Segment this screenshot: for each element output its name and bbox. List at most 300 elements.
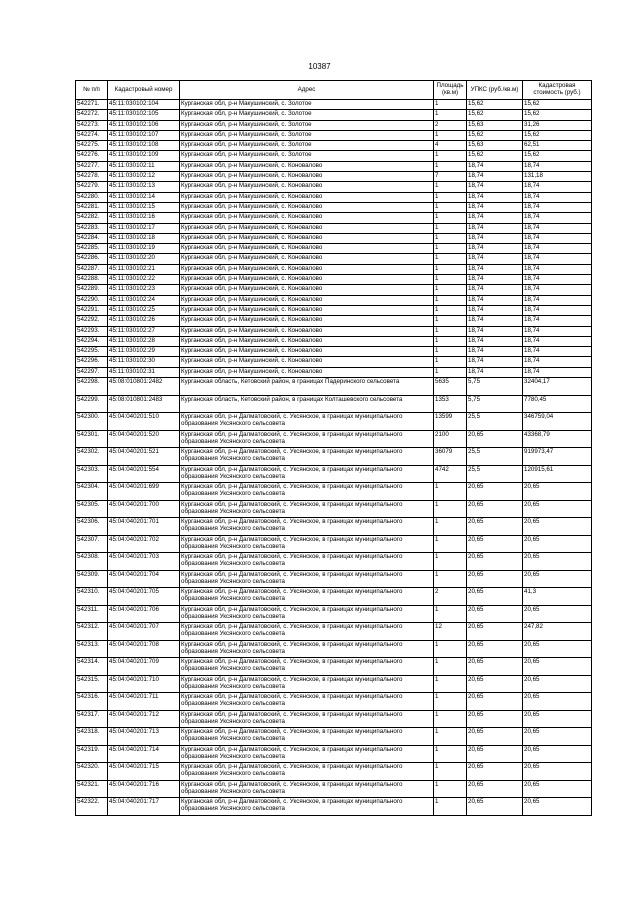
table-row bbox=[76, 120, 592, 130]
cell-area: 1 bbox=[434, 192, 467, 202]
table-row bbox=[76, 182, 592, 192]
cell-area: 1 bbox=[434, 570, 467, 588]
cell-cadastral-value: 15,62 bbox=[523, 100, 592, 110]
cell-area: 5635 bbox=[434, 378, 467, 396]
cell-cadastral-value: 18,74 bbox=[523, 326, 592, 336]
table-row bbox=[76, 413, 592, 431]
cell-cadastral-number: 45:11:030102:106 bbox=[108, 120, 180, 130]
table-row bbox=[76, 623, 592, 641]
cell-upks: 18,74 bbox=[467, 172, 523, 182]
cell-cadastral-value: 919973,47 bbox=[523, 448, 592, 466]
cell-cadastral-value: 20,65 bbox=[523, 605, 592, 623]
cell-address: Курганская обл, р-н Макушинский, с. Коновалово bbox=[180, 233, 434, 243]
table-row bbox=[76, 745, 592, 763]
cell-address: Курганская обл, р-н Далматовский, с. Уксянское, в границах муниципального образования Уксянского сельсовета bbox=[180, 675, 434, 693]
cell-upks: 20,65 bbox=[467, 710, 523, 728]
cell-area: 1 bbox=[434, 110, 467, 120]
cell-address: Курганская обл, р-н Макушинский, с. Коновалово bbox=[180, 326, 434, 336]
cell-address: Курганская обл, р-н Далматовский, с. Уксянское, в границах муниципального образования Уксянского сельсовета bbox=[180, 763, 434, 781]
cell-upks: 15,62 bbox=[467, 151, 523, 161]
cell-upks: 20,65 bbox=[467, 780, 523, 798]
cell-area: 36079 bbox=[434, 448, 467, 466]
cell-cadastral-number: 45:04:040201:701 bbox=[108, 518, 180, 536]
cell-row-number: 542285. bbox=[76, 244, 108, 254]
cell-cadastral-value: 20,65 bbox=[523, 535, 592, 553]
table-header-row bbox=[76, 81, 592, 100]
header-upks: УПКС (руб./кв.м) bbox=[467, 81, 523, 100]
cell-cadastral-value: 62,51 bbox=[523, 141, 592, 151]
cell-cadastral-value: 20,65 bbox=[523, 693, 592, 711]
table-row bbox=[76, 378, 592, 396]
header-cadastral-value: Кадастровая стоимость (руб.) bbox=[523, 81, 592, 100]
cell-address: Курганская обл, р-н Далматовский, с. Уксянское, в границах муниципального образования Уксянского сельсовета bbox=[180, 710, 434, 728]
cell-cadastral-number: 45:04:040201:702 bbox=[108, 535, 180, 553]
cell-area: 13599 bbox=[434, 413, 467, 431]
cell-row-number: 542308. bbox=[76, 553, 108, 571]
cell-row-number: 542302. bbox=[76, 448, 108, 466]
cell-cadastral-number: 45:04:040201:699 bbox=[108, 483, 180, 501]
cell-cadastral-value: 18,74 bbox=[523, 316, 592, 326]
cell-cadastral-number: 45:11:030102:20 bbox=[108, 254, 180, 264]
cell-area: 1 bbox=[434, 535, 467, 553]
cell-upks: 20,65 bbox=[467, 483, 523, 501]
cell-cadastral-number: 45:11:030102:30 bbox=[108, 357, 180, 367]
table-row bbox=[76, 357, 592, 367]
cell-area: 1 bbox=[434, 223, 467, 233]
cell-upks: 18,74 bbox=[467, 367, 523, 377]
cell-cadastral-value: 20,65 bbox=[523, 710, 592, 728]
cell-upks: 18,74 bbox=[467, 254, 523, 264]
cell-address: Курганская область, Кетовский район, в границах Падеринского сельсовета bbox=[180, 378, 434, 396]
table-row bbox=[76, 254, 592, 264]
table-row bbox=[76, 326, 592, 336]
cell-row-number: 542282. bbox=[76, 213, 108, 223]
table-row bbox=[76, 347, 592, 357]
cell-address: Курганская обл, р-н Далматовский, с. Уксянское, в границах муниципального образования Уксянского сельсовета bbox=[180, 483, 434, 501]
cell-upks: 18,74 bbox=[467, 244, 523, 254]
table-row bbox=[76, 570, 592, 588]
cell-address: Курганская обл, р-н Макушинский, с. Коновалово bbox=[180, 347, 434, 357]
cell-upks: 20,65 bbox=[467, 640, 523, 658]
table-row bbox=[76, 213, 592, 223]
cell-row-number: 542279. bbox=[76, 182, 108, 192]
cell-upks: 15,62 bbox=[467, 100, 523, 110]
cell-address: Курганская обл, р-н Макушинский, с. Золотое bbox=[180, 100, 434, 110]
cell-row-number: 542312. bbox=[76, 623, 108, 641]
cell-address: Курганская обл, р-н Далматовский, с. Уксянское, в границах муниципального образования Уксянского сельсовета bbox=[180, 693, 434, 711]
table-row bbox=[76, 192, 592, 202]
cell-cadastral-number: 45:11:030102:26 bbox=[108, 316, 180, 326]
cell-cadastral-value: 18,74 bbox=[523, 357, 592, 367]
cell-cadastral-number: 45:04:040201:520 bbox=[108, 430, 180, 448]
cell-address: Курганская обл, р-н Далматовский, с. Уксянское, в границах муниципального образования Уксянского сельсовета bbox=[180, 745, 434, 763]
header-cadastral-number: Кадастровый номер bbox=[108, 81, 180, 100]
cell-row-number: 542294. bbox=[76, 336, 108, 346]
cell-address: Курганская обл, р-н Далматовский, с. Уксянское, в границах муниципального образования Уксянского сельсовета bbox=[180, 728, 434, 746]
cell-row-number: 542321. bbox=[76, 780, 108, 798]
cell-cadastral-value: 20,65 bbox=[523, 570, 592, 588]
table-row bbox=[76, 110, 592, 120]
cell-address: Курганская обл, р-н Макушинский, с. Золотое bbox=[180, 130, 434, 140]
cell-upks: 20,65 bbox=[467, 693, 523, 711]
cell-row-number: 542277. bbox=[76, 161, 108, 171]
cell-cadastral-number: 45:11:030102:108 bbox=[108, 141, 180, 151]
cell-area: 1 bbox=[434, 780, 467, 798]
cell-upks: 18,74 bbox=[467, 316, 523, 326]
cell-cadastral-number: 45:04:040201:700 bbox=[108, 500, 180, 518]
cell-cadastral-value: 7780,45 bbox=[523, 395, 592, 413]
cell-address: Курганская обл, р-н Макушинский, с. Коновалово bbox=[180, 244, 434, 254]
cell-address: Курганская обл, р-н Макушинский, с. Коновалово bbox=[180, 182, 434, 192]
cell-address: Курганская обл, р-н Макушинский, с. Коновалово bbox=[180, 357, 434, 367]
cell-cadastral-number: 45:04:040201:717 bbox=[108, 798, 180, 816]
cell-area: 1 bbox=[434, 326, 467, 336]
cell-area: 7 bbox=[434, 172, 467, 182]
cell-area: 1 bbox=[434, 295, 467, 305]
cell-cadastral-value: 15,62 bbox=[523, 151, 592, 161]
cell-address: Курганская обл, р-н Далматовский, с. Уксянское, в границах муниципального образования Уксянского сельсовета bbox=[180, 570, 434, 588]
cell-cadastral-value: 20,65 bbox=[523, 483, 592, 501]
cell-area: 1 bbox=[434, 675, 467, 693]
cell-cadastral-number: 45:04:040201:707 bbox=[108, 623, 180, 641]
cell-upks: 18,74 bbox=[467, 295, 523, 305]
cell-upks: 18,74 bbox=[467, 192, 523, 202]
table-row bbox=[76, 275, 592, 285]
cell-upks: 20,65 bbox=[467, 535, 523, 553]
cell-area: 1 bbox=[434, 316, 467, 326]
cell-row-number: 542288. bbox=[76, 275, 108, 285]
cell-cadastral-number: 45:04:040201:710 bbox=[108, 675, 180, 693]
cell-address: Курганская обл, р-н Макушинский, с. Коновалово bbox=[180, 161, 434, 171]
cell-cadastral-number: 45:11:030102:15 bbox=[108, 202, 180, 212]
table-row bbox=[76, 264, 592, 274]
cell-row-number: 542295. bbox=[76, 347, 108, 357]
table-row bbox=[76, 798, 592, 816]
cell-area: 1 bbox=[434, 336, 467, 346]
cell-address: Курганская обл, р-н Далматовский, с. Уксянское, в границах муниципального образования Уксянского сельсовета bbox=[180, 588, 434, 606]
cell-row-number: 542320. bbox=[76, 763, 108, 781]
cell-cadastral-number: 45:11:030102:18 bbox=[108, 233, 180, 243]
cell-row-number: 542309. bbox=[76, 570, 108, 588]
cell-area: 1 bbox=[434, 357, 467, 367]
cell-address: Курганская обл, р-н Макушинский, с. Коновалово bbox=[180, 316, 434, 326]
cell-row-number: 542289. bbox=[76, 285, 108, 295]
cell-cadastral-value: 20,65 bbox=[523, 500, 592, 518]
cell-cadastral-number: 45:04:040201:706 bbox=[108, 605, 180, 623]
cell-cadastral-value: 18,74 bbox=[523, 347, 592, 357]
cell-row-number: 542303. bbox=[76, 465, 108, 483]
cell-cadastral-number: 45:04:040201:713 bbox=[108, 728, 180, 746]
cell-upks: 18,74 bbox=[467, 305, 523, 315]
table-row bbox=[76, 693, 592, 711]
cell-area: 1 bbox=[434, 640, 467, 658]
cell-area: 1 bbox=[434, 244, 467, 254]
cell-address: Курганская обл, р-н Макушинский, с. Коновалово bbox=[180, 172, 434, 182]
cell-cadastral-value: 120915,61 bbox=[523, 465, 592, 483]
cell-area: 1353 bbox=[434, 395, 467, 413]
cell-upks: 15,62 bbox=[467, 110, 523, 120]
cell-row-number: 542281. bbox=[76, 202, 108, 212]
cell-area: 1 bbox=[434, 264, 467, 274]
table-row bbox=[76, 223, 592, 233]
cell-row-number: 542313. bbox=[76, 640, 108, 658]
cell-area: 2 bbox=[434, 120, 467, 130]
cell-area: 1 bbox=[434, 693, 467, 711]
cell-cadastral-number: 45:04:040201:521 bbox=[108, 448, 180, 466]
cell-cadastral-number: 45:11:030102:19 bbox=[108, 244, 180, 254]
cell-address: Курганская обл, р-н Далматовский, с. Уксянское, в границах муниципального образования Уксянского сельсовета bbox=[180, 413, 434, 431]
table-row bbox=[76, 141, 592, 151]
cell-upks: 18,74 bbox=[467, 275, 523, 285]
cell-area: 1 bbox=[434, 100, 467, 110]
table-row bbox=[76, 675, 592, 693]
cell-upks: 25,5 bbox=[467, 413, 523, 431]
cell-cadastral-number: 45:11:030102:31 bbox=[108, 367, 180, 377]
cell-area: 1 bbox=[434, 285, 467, 295]
cell-upks: 20,65 bbox=[467, 500, 523, 518]
cell-row-number: 542283. bbox=[76, 223, 108, 233]
cell-cadastral-value: 18,74 bbox=[523, 223, 592, 233]
cell-row-number: 542296. bbox=[76, 357, 108, 367]
cell-area: 1 bbox=[434, 745, 467, 763]
header-area: Площадь (кв.м) bbox=[434, 81, 467, 100]
cell-area: 4 bbox=[434, 141, 467, 151]
cell-cadastral-number: 45:04:040201:703 bbox=[108, 553, 180, 571]
cell-upks: 25,5 bbox=[467, 448, 523, 466]
cell-upks: 20,65 bbox=[467, 728, 523, 746]
cell-address: Курганская обл, р-н Далматовский, с. Уксянское, в границах муниципального образования Уксянского сельсовета bbox=[180, 535, 434, 553]
cell-cadastral-value: 346759,04 bbox=[523, 413, 592, 431]
table-row bbox=[76, 285, 592, 295]
cell-cadastral-value: 18,74 bbox=[523, 305, 592, 315]
cell-area: 1 bbox=[434, 763, 467, 781]
cell-address: Курганская обл, р-н Макушинский, с. Золотое bbox=[180, 120, 434, 130]
cell-cadastral-value: 18,74 bbox=[523, 213, 592, 223]
cell-row-number: 542276. bbox=[76, 151, 108, 161]
cell-address: Курганская обл, р-н Далматовский, с. Уксянское, в границах муниципального образования Уксянского сельсовета bbox=[180, 430, 434, 448]
table-row bbox=[76, 728, 592, 746]
table-row bbox=[76, 640, 592, 658]
cell-row-number: 542291. bbox=[76, 305, 108, 315]
cell-cadastral-value: 18,74 bbox=[523, 275, 592, 285]
cell-cadastral-value: 18,74 bbox=[523, 161, 592, 171]
cell-row-number: 542316. bbox=[76, 693, 108, 711]
table-row bbox=[76, 465, 592, 483]
cell-upks: 20,65 bbox=[467, 623, 523, 641]
cell-address: Курганская обл, р-н Макушинский, с. Коновалово bbox=[180, 305, 434, 315]
cell-area: 1 bbox=[434, 483, 467, 501]
cell-area: 1 bbox=[434, 275, 467, 285]
cell-upks: 18,74 bbox=[467, 182, 523, 192]
cell-cadastral-value: 20,65 bbox=[523, 658, 592, 676]
table-row bbox=[76, 658, 592, 676]
cell-address: Курганская обл, р-н Далматовский, с. Уксянское, в границах муниципального образования Уксянского сельсовета bbox=[180, 465, 434, 483]
cell-cadastral-number: 45:11:030102:25 bbox=[108, 305, 180, 315]
cell-upks: 18,74 bbox=[467, 357, 523, 367]
cell-cadastral-value: 131,18 bbox=[523, 172, 592, 182]
cell-upks: 20,65 bbox=[467, 430, 523, 448]
cell-cadastral-number: 45:04:040201:716 bbox=[108, 780, 180, 798]
table-row bbox=[76, 553, 592, 571]
cell-area: 1 bbox=[434, 254, 467, 264]
table-row bbox=[76, 295, 592, 305]
cell-area: 1 bbox=[434, 500, 467, 518]
cell-cadastral-value: 18,74 bbox=[523, 192, 592, 202]
cell-cadastral-number: 45:11:030102:23 bbox=[108, 285, 180, 295]
cell-cadastral-number: 45:11:030102:14 bbox=[108, 192, 180, 202]
cell-row-number: 542292. bbox=[76, 316, 108, 326]
cell-row-number: 542273. bbox=[76, 120, 108, 130]
cell-cadastral-number: 45:08:010801:2482 bbox=[108, 378, 180, 396]
cell-cadastral-number: 45:11:030102:28 bbox=[108, 336, 180, 346]
cell-area: 1 bbox=[434, 605, 467, 623]
cell-cadastral-value: 18,74 bbox=[523, 367, 592, 377]
cell-cadastral-value: 43368,79 bbox=[523, 430, 592, 448]
cell-area: 4742 bbox=[434, 465, 467, 483]
cell-cadastral-value: 20,65 bbox=[523, 798, 592, 816]
cell-cadastral-number: 45:04:040201:705 bbox=[108, 588, 180, 606]
cell-cadastral-number: 45:11:030102:27 bbox=[108, 326, 180, 336]
cell-cadastral-number: 45:11:030102:109 bbox=[108, 151, 180, 161]
cell-address: Курганская обл, р-н Макушинский, с. Коновалово bbox=[180, 202, 434, 212]
cell-area: 1 bbox=[434, 553, 467, 571]
cell-cadastral-value: 18,74 bbox=[523, 182, 592, 192]
cell-upks: 20,65 bbox=[467, 553, 523, 571]
cell-cadastral-value: 20,65 bbox=[523, 745, 592, 763]
cell-area: 2100 bbox=[434, 430, 467, 448]
cell-address: Курганская обл, р-н Макушинский, с. Коновалово bbox=[180, 223, 434, 233]
cell-address: Курганская обл, р-н Далматовский, с. Уксянское, в границах муниципального образования Уксянского сельсовета bbox=[180, 623, 434, 641]
cell-address: Курганская обл, р-н Далматовский, с. Уксянское, в границах муниципального образования Уксянского сельсовета bbox=[180, 605, 434, 623]
cell-address: Курганская обл, р-н Макушинский, с. Коновалово bbox=[180, 336, 434, 346]
cell-row-number: 542284. bbox=[76, 233, 108, 243]
table-row bbox=[76, 305, 592, 315]
header-num: № п/п bbox=[76, 81, 108, 100]
cell-cadastral-value: 18,74 bbox=[523, 233, 592, 243]
cell-cadastral-value: 20,65 bbox=[523, 640, 592, 658]
cell-area: 1 bbox=[434, 728, 467, 746]
table-row bbox=[76, 316, 592, 326]
cell-cadastral-number: 45:04:040201:715 bbox=[108, 763, 180, 781]
cell-row-number: 542275. bbox=[76, 141, 108, 151]
cell-upks: 18,74 bbox=[467, 336, 523, 346]
cell-upks: 18,74 bbox=[467, 347, 523, 357]
cell-upks: 20,65 bbox=[467, 798, 523, 816]
table-row bbox=[76, 395, 592, 413]
table-row bbox=[76, 763, 592, 781]
cell-upks: 18,74 bbox=[467, 223, 523, 233]
cell-address: Курганская обл, р-н Макушинский, с. Золотое bbox=[180, 151, 434, 161]
cell-cadastral-number: 45:11:030102:12 bbox=[108, 172, 180, 182]
cell-upks: 15,63 bbox=[467, 141, 523, 151]
cell-area: 12 bbox=[434, 623, 467, 641]
cell-cadastral-number: 45:11:030102:17 bbox=[108, 223, 180, 233]
cell-address: Курганская обл, р-н Макушинский, с. Коновалово bbox=[180, 213, 434, 223]
cell-area: 1 bbox=[434, 798, 467, 816]
cell-upks: 15,63 bbox=[467, 120, 523, 130]
cell-cadastral-number: 45:04:040201:510 bbox=[108, 413, 180, 431]
cell-cadastral-number: 45:11:030102:107 bbox=[108, 130, 180, 140]
cell-area: 1 bbox=[434, 518, 467, 536]
cell-row-number: 542299. bbox=[76, 395, 108, 413]
cell-cadastral-value: 20,65 bbox=[523, 728, 592, 746]
table-row bbox=[76, 336, 592, 346]
cell-row-number: 542293. bbox=[76, 326, 108, 336]
cell-area: 2 bbox=[434, 588, 467, 606]
cell-area: 1 bbox=[434, 367, 467, 377]
cell-area: 1 bbox=[434, 161, 467, 171]
cell-cadastral-value: 18,74 bbox=[523, 295, 592, 305]
cell-cadastral-number: 45:11:030102:21 bbox=[108, 264, 180, 274]
table-row bbox=[76, 500, 592, 518]
cell-cadastral-value: 32404,17 bbox=[523, 378, 592, 396]
cell-upks: 5,75 bbox=[467, 378, 523, 396]
cell-upks: 20,65 bbox=[467, 763, 523, 781]
table-row bbox=[76, 161, 592, 171]
table-row bbox=[76, 202, 592, 212]
cell-row-number: 542314. bbox=[76, 658, 108, 676]
table-row bbox=[76, 100, 592, 110]
table-row bbox=[76, 483, 592, 501]
cell-cadastral-number: 45:04:040201:711 bbox=[108, 693, 180, 711]
table-row bbox=[76, 430, 592, 448]
cell-cadastral-value: 15,62 bbox=[523, 110, 592, 120]
cell-row-number: 542290. bbox=[76, 295, 108, 305]
cell-row-number: 542298. bbox=[76, 378, 108, 396]
cell-row-number: 542322. bbox=[76, 798, 108, 816]
cell-cadastral-value: 18,74 bbox=[523, 202, 592, 212]
cell-cadastral-value: 20,65 bbox=[523, 675, 592, 693]
cell-area: 1 bbox=[434, 710, 467, 728]
cell-cadastral-value: 247,82 bbox=[523, 623, 592, 641]
cell-upks: 20,65 bbox=[467, 605, 523, 623]
cell-row-number: 542278. bbox=[76, 172, 108, 182]
cell-area: 1 bbox=[434, 347, 467, 357]
cell-address: Курганская обл, р-н Далматовский, с. Уксянское, в границах муниципального образования Уксянского сельсовета bbox=[180, 553, 434, 571]
cell-row-number: 542271. bbox=[76, 100, 108, 110]
cell-upks: 15,62 bbox=[467, 130, 523, 140]
cell-upks: 25,5 bbox=[467, 465, 523, 483]
cell-cadastral-number: 45:11:030102:11 bbox=[108, 161, 180, 171]
cell-row-number: 542305. bbox=[76, 500, 108, 518]
cell-area: 1 bbox=[434, 182, 467, 192]
cell-upks: 20,65 bbox=[467, 518, 523, 536]
cell-cadastral-number: 45:11:030102:24 bbox=[108, 295, 180, 305]
cell-area: 1 bbox=[434, 202, 467, 212]
cell-cadastral-value: 15,62 bbox=[523, 130, 592, 140]
cell-cadastral-value: 20,65 bbox=[523, 553, 592, 571]
header-address: Адрес bbox=[180, 81, 434, 100]
page-number: 10387 bbox=[308, 62, 331, 71]
cell-row-number: 542315. bbox=[76, 675, 108, 693]
cell-upks: 18,74 bbox=[467, 202, 523, 212]
cell-cadastral-number: 45:04:040201:554 bbox=[108, 465, 180, 483]
cell-cadastral-value: 18,74 bbox=[523, 254, 592, 264]
table-row bbox=[76, 605, 592, 623]
cell-cadastral-value: 31,26 bbox=[523, 120, 592, 130]
table-row bbox=[76, 233, 592, 243]
table-row bbox=[76, 130, 592, 140]
table-row bbox=[76, 367, 592, 377]
cell-address: Курганская обл, р-н Макушинский, с. Коновалово bbox=[180, 264, 434, 274]
cell-address: Курганская обл, р-н Макушинский, с. Коновалово bbox=[180, 254, 434, 264]
cell-address: Курганская обл, р-н Макушинский, с. Коновалово bbox=[180, 367, 434, 377]
cell-area: 1 bbox=[434, 213, 467, 223]
cell-area: 1 bbox=[434, 233, 467, 243]
cell-row-number: 542297. bbox=[76, 367, 108, 377]
table-row bbox=[76, 151, 592, 161]
cell-cadastral-value: 18,74 bbox=[523, 264, 592, 274]
